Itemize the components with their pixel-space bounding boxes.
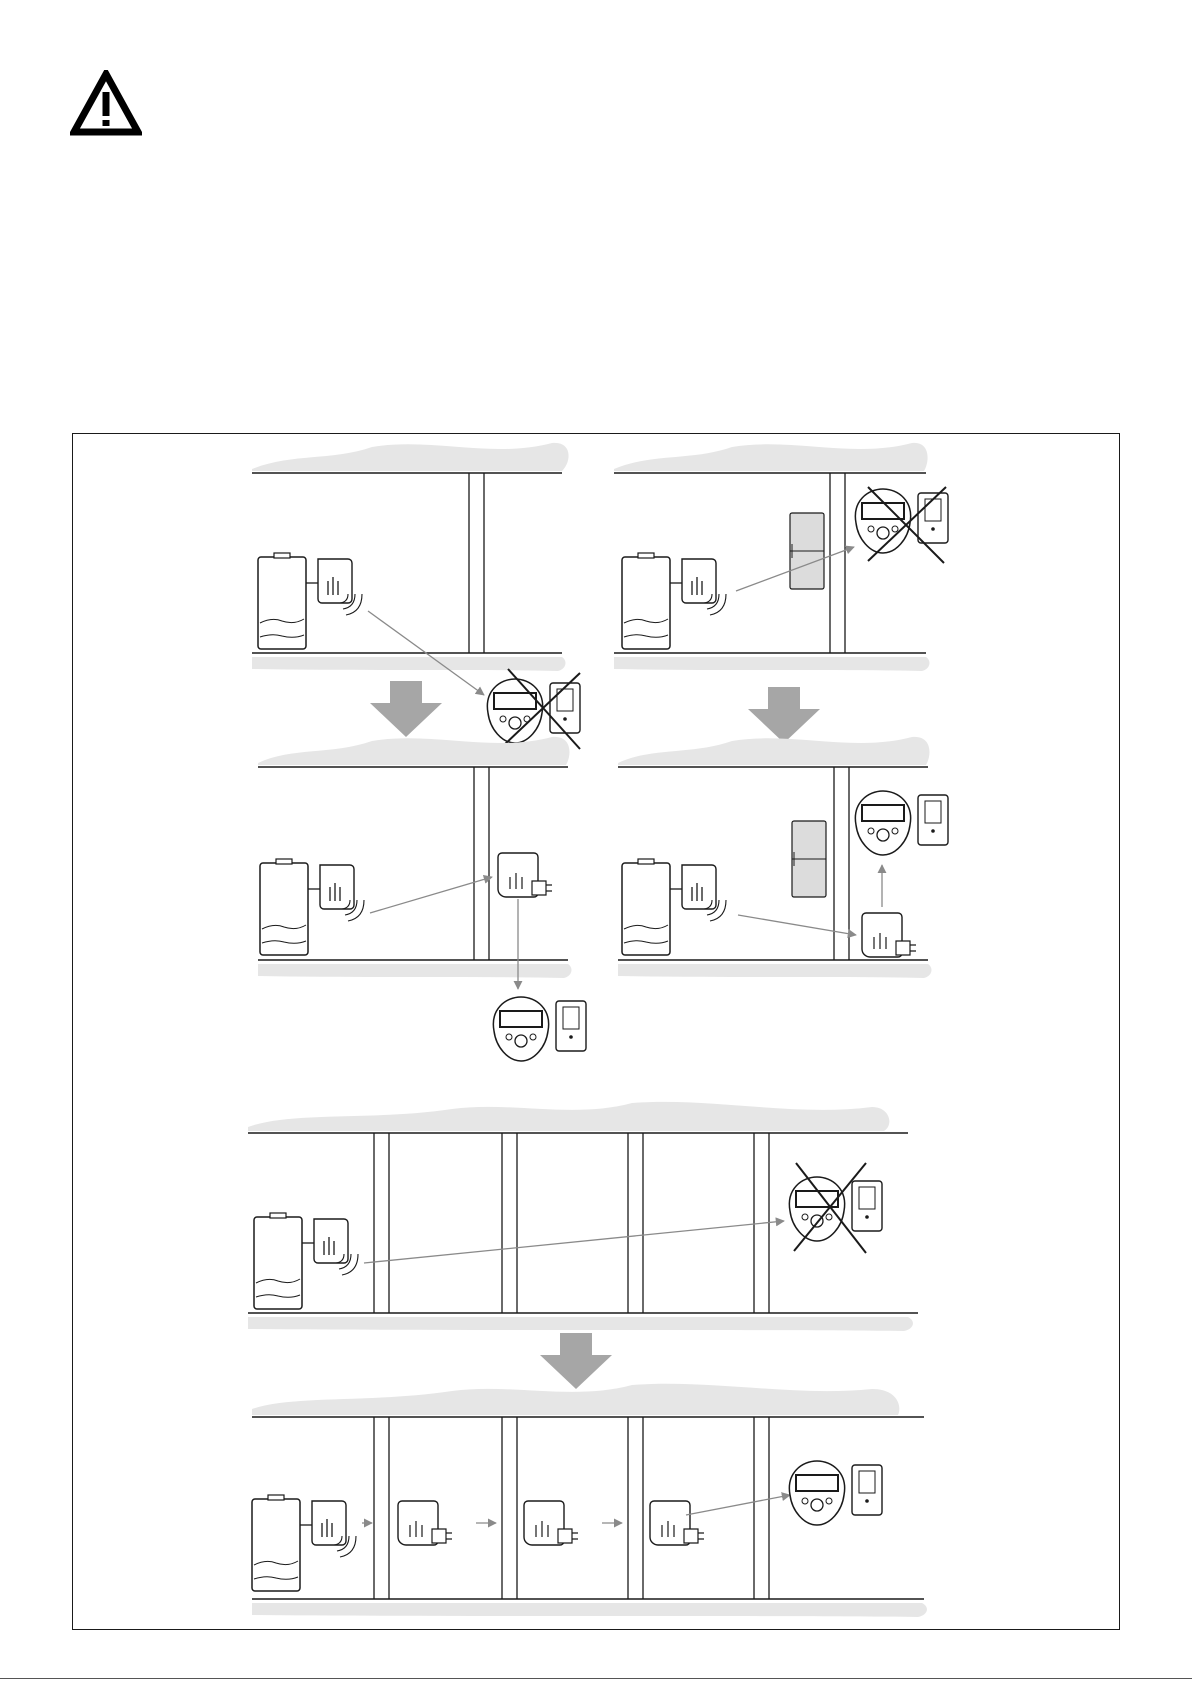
panel-c (258, 737, 586, 1061)
panel-a (252, 443, 580, 749)
panel-b (614, 443, 948, 743)
panel-f (252, 1384, 927, 1617)
panel-e (248, 1102, 918, 1389)
page-footer-rule (0, 1678, 1192, 1679)
panel-d (618, 737, 948, 978)
warning-triangle-icon (70, 70, 142, 136)
figure-frame (72, 433, 1120, 1630)
